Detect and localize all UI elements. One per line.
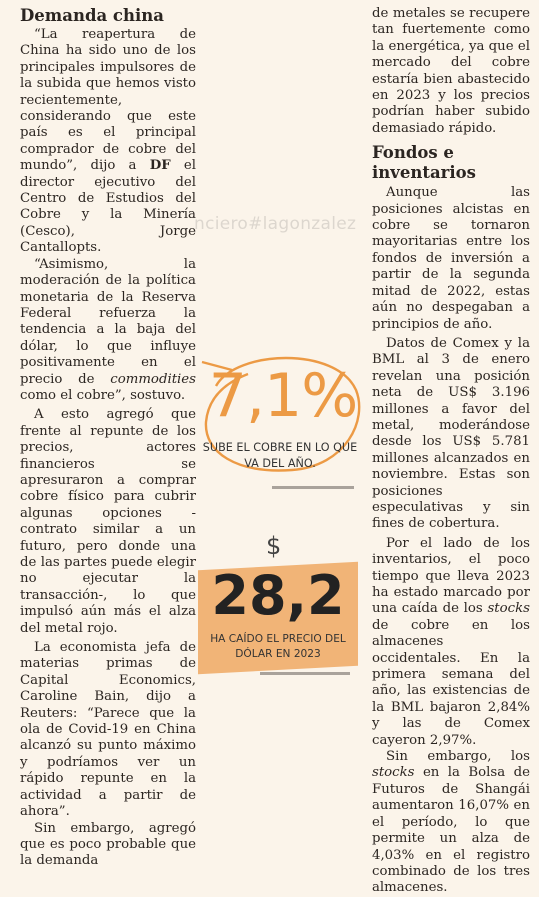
divider — [272, 486, 354, 489]
paragraph: La economista jefa de materias primas de Capital Economics, Caroline Bain, dijo a Reuters: “Parece que la ola de Covid-19 en China alcanzó su punto máximo y podríamos ver un rápido repunte en la actividad a partir de ahora”. — [20, 640, 196, 820]
stat-caption: SUBE EL COBRE EN LO QUE VA DEL AÑO. — [202, 441, 358, 470]
text: “Asimismo, la moderación de la política monetaria de la Reserva Federal refuerza la tendencia a la baja del dólar, lo que influye positivamente en el precio de — [20, 256, 196, 387]
stat-value: 7,1% — [208, 361, 358, 431]
stat-caption: HA CAÍDO EL PRECIO DEL DÓLAR EN 2023 — [210, 633, 346, 660]
paragraph: de metales se recupere tan fuertemente como la energética, ya que el mercado del cobre estaría bien abastecido en 2023 y los precios podrían haber subido demasiado rápido. — [372, 6, 530, 136]
stat-copper-rise — [196, 340, 364, 490]
italic-text: stocks — [372, 765, 415, 781]
italic-text: stocks — [487, 601, 530, 617]
stat-value: 28,2 — [211, 564, 345, 627]
divider — [260, 672, 350, 675]
text: de cobre en los almacenes occidentales. En la primera semana del año, las existencias de la BML bajaron 2,84% y las de Comex cayeron 2,97%. — [372, 617, 530, 748]
paragraph — [372, 749, 530, 897]
italic-text: commodities — [110, 371, 196, 387]
paragraph: Sin embargo, agregó que es poco probable que la demanda — [20, 820, 196, 869]
text: Sin embargo, los — [386, 749, 530, 765]
paragraph — [20, 257, 196, 405]
text: “La reapertura de China ha sido uno de los principales impulsores de la subida que hemos visto recientemente, considerando que este país es el principal comprador de cobre del mundo”, dijo a — [20, 27, 196, 174]
left-column — [20, 6, 196, 870]
paragraph — [372, 536, 530, 749]
section-heading-demanda: Demanda china — [20, 6, 164, 25]
dollar-icon: $ — [266, 532, 282, 560]
right-column — [372, 6, 530, 897]
paragraph: Datos de Comex y la BML al 3 de enero revelan una posición neta de US$ 3.196 millones a favor del metal, moderándose desde los US$ 5.781 millones alcanzados en noviembre. Estas son posiciones especulativas y sin fines de cobertura. — [372, 335, 530, 532]
text: Por el lado de los inventarios, el poco tiempo que lleva 2023 ha estado marcado por una caída de los — [372, 535, 530, 617]
text: como el cobre”, sostuvo. — [20, 387, 186, 403]
text: en la Bolsa de Futuros de Shangái aumentaron 16,07% en el período, lo que permite un alza de 4,03% en el registro combinado de los tres almacenes. — [372, 765, 530, 896]
paragraph: A esto agregó que frente al repunte de los precios, actores financieros se apresuraron a comprar cobre físico para cubrir algunas opciones -contrato similar a un futuro, pero donde una de las partes puede elegir no ejecutar la transacción-, lo que impulsó aún más el alza del metal rojo. — [20, 407, 196, 636]
text: el director ejecutivo del Centro de Estudios del Cobre y la Minería (Cesco), Jorge Cantallopts. — [20, 158, 196, 256]
watermark: nciero#lagonzalez — [194, 214, 357, 234]
section-heading-fondos: Fondos e inventarios — [372, 143, 476, 183]
paragraph: Aunque las posiciones alcistas en cobre se tornaron mayoritarias entre los fondos de inversión a partir de la segunda mitad de 2022, estas aún no despegaban a principios de año. — [372, 185, 530, 332]
bold-text: DF — [149, 158, 171, 174]
paragraph — [20, 27, 196, 257]
